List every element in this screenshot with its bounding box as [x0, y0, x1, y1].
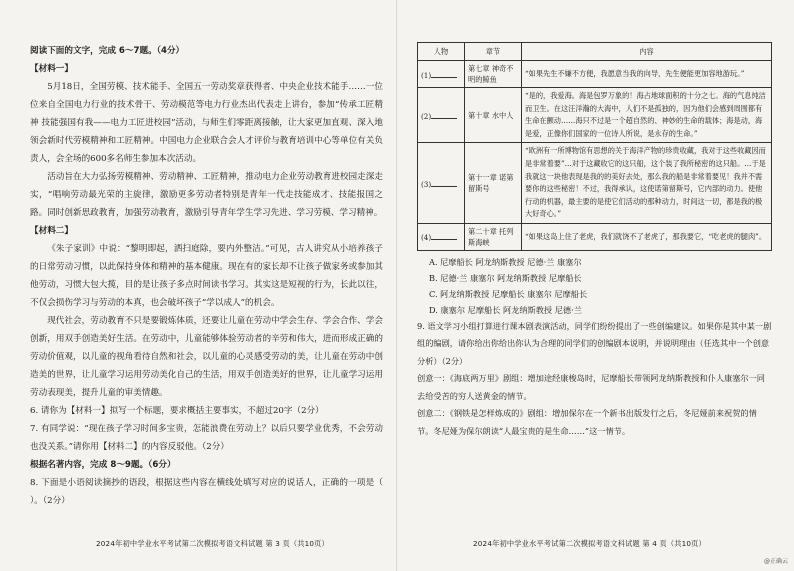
- quote-table: [417, 42, 772, 251]
- question-8: 8. 下面是小语阅读摘抄的语段，根据这些内容在横线处填写对应的说话人，正确的一项是（ ）。（2分）: [30, 478, 383, 506]
- table-row: [418, 61, 772, 88]
- answer-blank-cell: [418, 88, 465, 143]
- content-cell: “是的，我爱海。海是包罗万象的！海占地球面积的十分之七。海的气息纯洁而卫生。在这汪洋瀚的大海中，人们不是孤独的，因为他们会感到周围都有生命在颤动……海只不过是一个超自然的、神妙的生命的载体；海是动，海是爱，正像你们国家的一位诗人所说，是永存的生命。”: [522, 88, 772, 143]
- table-header-cell: 章节: [465, 43, 522, 61]
- table-row: [418, 223, 772, 250]
- row-label: (1): [421, 70, 432, 80]
- answer-blank[interactable]: [431, 178, 457, 187]
- reading-intro: 阅读下面的文字，完成 6～7题。（4分）: [30, 46, 185, 56]
- content-cell: “如果先生不嫌不方便，我愿意当我的向导，先生便能更加容地游玩。”: [522, 61, 772, 88]
- section-8-9-intro: 根据名著内容，完成 8～9题。（6分）: [30, 460, 176, 470]
- table-header-cell: 人物: [418, 43, 465, 61]
- table-row: [418, 143, 772, 224]
- row-label: (2): [421, 111, 432, 121]
- row-label: (3): [421, 179, 432, 189]
- answer-blank-cell: [418, 61, 465, 88]
- page-right: [397, 0, 794, 571]
- material-one-paragraph: 活动旨在大力弘扬劳模精神、劳动精神、工匠精神，推动电力企业劳动教育进校园走深走实，“唱响劳动最光荣的主旋律，激励更多劳动者特别是青年一代走技能成才、技能报国之路。同时创新思政教育，加强劳动教育，激励引导青年学生学习先进、学习劳模、学习精神。: [30, 172, 383, 218]
- page-footer: 2024年初中学业水平考试第二次模拟考语文科试题 第 3 页（共10页）: [96, 539, 329, 548]
- material-two-paragraph: 现代社会，劳动教育不只是要锻炼体质，还要让儿童在劳动中学会生存、学会合作、学会创新，用双手创造美好生活。在劳动中，儿童能够体验劳动者的辛劳和伟大，进而形成正确的劳动价值观，以儿童的视角看待自然和社会，以儿童的心灵感受劳动的美，让儿童在劳动中创造美的世界，让儿童学习运用劳动美化自己的生活，用双手创造美好的世界，让儿童学习运用劳动表现美，提升儿童的审美情趣。: [30, 316, 383, 398]
- chapter-cell: 第十章 水中人: [465, 88, 522, 143]
- page-footer: 2024年初中学业水平考试第二次模拟考语文科试题 第 4 页（共10页）: [473, 539, 706, 548]
- chapter-cell: 第七章 神奇不明的鲸鱼: [465, 61, 522, 88]
- table-header-cell: 内容: [522, 43, 772, 61]
- answer-blank-cell: [418, 223, 465, 250]
- chapter-cell: 第十一章 诺第留斯号: [465, 143, 522, 224]
- content-cell: “如果这岛上住了老虎，我们就饶不了老虎了，那我要它，“吃老虎的腿肉”。: [522, 223, 772, 250]
- creative-idea-two: 创意二：《钢铁是怎样炼成的》剧组：增加保尔在一个新书出版发行之后，冬尼娅前来祝贺的情节。冬尼娅为保尔朗读“人最宝贵的是生命……”这一情节。: [417, 408, 757, 436]
- option-a[interactable]: A. 尼摩船长 阿龙纳斯教授 尼德·兰 康塞尔: [429, 256, 582, 267]
- option-b[interactable]: B. 尼德·兰 康塞尔 阿龙纳斯教授 尼摩船长: [429, 272, 582, 283]
- question-9: 9. 语文学习小组打算进行课本剧表演活动，同学们纷纷提出了一些创编建议。如果你是其中某一剧组的编剧，请你给出你给出你认为合理的同学们的创编剧本说明，并说明理由（任选其中一个创意分析）（2分）: [417, 320, 772, 366]
- option-d[interactable]: D. 康塞尔 尼摩船长 阿龙纳斯教授 尼德·兰: [429, 304, 582, 315]
- row-label: (4): [421, 233, 432, 243]
- chapter-cell: 第二十章 托列斯海峡: [465, 223, 522, 250]
- material-one-title: 【材料一】: [30, 64, 73, 74]
- table-header-row: [418, 43, 772, 61]
- material-two-title: 【材料二】: [30, 226, 73, 236]
- option-c[interactable]: C. 阿龙纳斯教授 尼摩船长 康塞尔 尼摩船长: [429, 288, 588, 299]
- answer-blank[interactable]: [431, 231, 457, 240]
- material-two-paragraph: 《朱子家训》中说：“黎明即起，洒扫庭除，要内外整洁。”可见，古人讲究从小培养孩子的日常劳动习惯，以此保持身体和精神的基本健康。现在有的家长却不让孩子做家务或参加其他劳动，习惯大包大揽，目的是让孩子多点时间读书学习。其实这是短视的行为，长此以往，不仅会损伤学习与劳动的本真，也会破坏孩子“学以成人”的机会。: [30, 244, 383, 308]
- creative-idea-one: 创意一：《海底两万里》剧组：增加途经康梭岛时，尼摩船长带领阿龙纳斯教授和仆人康塞尔一同去给受苦的穷人送黄金的情节。: [417, 373, 765, 401]
- question-7: 7. 有同学说：“现在孩子学习时间多宝贵，怎能浪费在劳动上？以后只要学业优秀，不会劳动也没关系。”请你用【材料二】的内容反驳他。（2分）: [30, 424, 383, 452]
- table-row: [418, 88, 772, 143]
- material-one-paragraph: 5月18日，全国劳模、技术能手、全国五一劳动奖章获得者、中央企业技术能手……一位位来自全国电力行业的技术骨干、劳动模范等电力行业杰出代表走上讲台，参加“传承工匠精神 技能强国有我——电力工匠进校园”活动，与师生们零距离接触，让大家更加直观、深入地领会新时代劳模精神和工匠精神。中国电力企业联合会人才评价与教育培训中心等单位有关负责人，会全场的600多名师生参加本次活动。: [30, 82, 383, 164]
- answer-blank[interactable]: [431, 110, 457, 119]
- answer-blank[interactable]: [431, 69, 457, 78]
- watermark-logo: @正确云: [763, 558, 788, 565]
- content-cell: “欧洲有一所博物馆有思想的关于海洋产物的珍贵收藏，我对于这些收藏因而是非常着要”…对于这藏收它的这只船，这个装了我所秘密的这只船。…于是我就这一块他表现是我的的美好去处，那么我的船是非常着要见！我并不需要你的这些秘密！不过，我得承认，这使诺第留斯号，它内部的动力。使他行动的机器，最主要的是使它们活动的那种动力，时间这一切，都是我的极大好奇心。”: [522, 143, 772, 224]
- answer-blank-cell: [418, 143, 465, 224]
- question-6: 6. 请你为【材料一】拟写一个标题，要求概括主要事实，不超过20字（2分）: [30, 406, 324, 416]
